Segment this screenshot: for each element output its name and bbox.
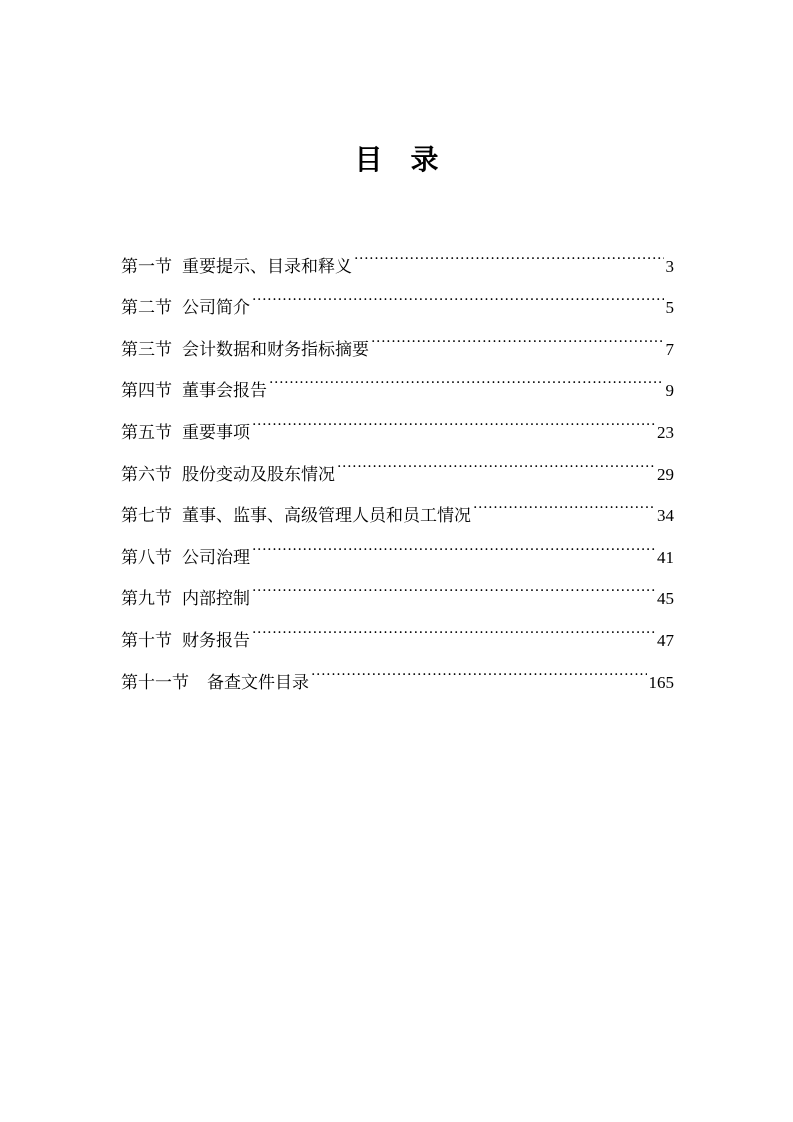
- toc-section-title: 财务报告: [182, 630, 250, 651]
- page-title: [0, 140, 793, 180]
- toc-dot-leader: [252, 272, 664, 314]
- toc-page-number: 165: [648, 672, 674, 692]
- toc-entry[interactable]: [121, 230, 674, 277]
- toc-section-title: 公司简介: [182, 298, 250, 319]
- toc-page-number: 45: [657, 589, 674, 609]
- toc-section-number: 第四节: [121, 381, 172, 402]
- title-char-2: 录: [410, 143, 439, 176]
- toc-section-title: 重要提示、目录和释义: [182, 256, 352, 277]
- toc-section-title: 董事、监事、高级管理人员和员工情况: [182, 506, 471, 527]
- toc-section-title: 备查文件目录: [207, 672, 309, 693]
- toc-page-number: 7: [665, 339, 674, 359]
- toc-section-number: 第六节: [121, 464, 172, 485]
- toc-section-number: 第一节: [121, 256, 172, 277]
- toc-section-number: 第七节: [121, 506, 172, 527]
- toc-dot-leader: [354, 230, 664, 272]
- toc-dot-leader: [337, 438, 655, 480]
- toc-page-number: 29: [657, 464, 674, 484]
- toc-page-number: 41: [657, 547, 674, 567]
- toc-section-title: 股份变动及股东情况: [182, 464, 335, 485]
- toc-section-number: 第八节: [121, 547, 172, 568]
- toc-dot-leader: [371, 313, 664, 355]
- toc-dot-leader: [252, 604, 655, 646]
- toc-page-number: 5: [665, 298, 674, 318]
- toc-section-title: 公司治理: [182, 547, 250, 568]
- toc-dot-leader: [269, 355, 664, 397]
- toc-section-number: 第九节: [121, 589, 172, 610]
- toc-dot-leader: [473, 480, 655, 522]
- toc-section-title: 会计数据和财务指标摘要: [182, 339, 369, 360]
- toc-section-title: 重要事项: [182, 422, 250, 443]
- toc-dot-leader: [252, 396, 655, 438]
- toc-section-number: 第三节: [121, 339, 172, 360]
- toc-section-number: 第二节: [121, 298, 172, 319]
- toc-section-number: 第十一节: [121, 672, 189, 693]
- toc-section-number: 第十节: [121, 630, 172, 651]
- toc-page-number: 23: [657, 422, 674, 442]
- toc-dot-leader: [252, 521, 655, 563]
- toc-dot-leader: [252, 563, 655, 605]
- toc-dot-leader: [311, 646, 647, 688]
- toc-page-number: 47: [657, 630, 674, 650]
- toc-section-title: 董事会报告: [182, 381, 267, 402]
- toc-section-title: 内部控制: [182, 589, 250, 610]
- toc-section-number: 第五节: [121, 422, 172, 443]
- toc-page-number: 9: [665, 381, 674, 401]
- title-char-1: 目: [354, 143, 383, 176]
- table-of-contents: [121, 230, 674, 693]
- toc-page-number: 3: [665, 256, 674, 276]
- toc-page-number: 34: [657, 506, 674, 526]
